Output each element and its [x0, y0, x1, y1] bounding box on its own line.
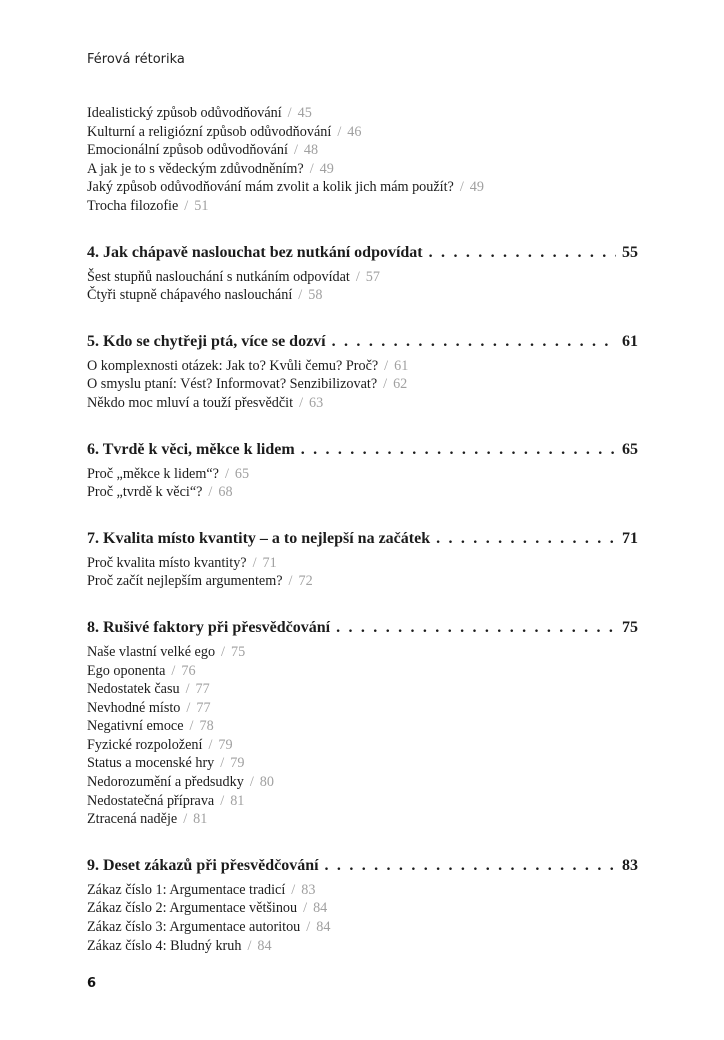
chapter-page: 83 — [622, 856, 638, 874]
toc-entry-title: Šest stupňů naslouchání s nutkáním odpovídat — [87, 268, 350, 285]
toc-entry-separator: / — [189, 718, 194, 735]
toc-entry-title: Kulturní a religiózní způsob odůvodňování — [87, 123, 332, 140]
toc-entry — [87, 465, 638, 484]
chapter-heading — [87, 618, 638, 638]
table-of-contents — [87, 104, 638, 955]
chapter-heading — [87, 332, 638, 352]
toc-entry-separator: / — [183, 811, 188, 828]
toc-entry-page: 75 — [231, 643, 246, 660]
toc-entry — [87, 937, 638, 956]
toc-entry-page: 68 — [218, 484, 233, 501]
toc-entry-separator: / — [221, 643, 225, 660]
toc-entry — [87, 394, 638, 413]
toc-entry-title: Trocha filozofie — [87, 197, 179, 214]
toc-entry-title: Proč kvalita místo kvantity? — [87, 554, 247, 571]
toc-entry — [87, 375, 638, 394]
toc-entry-separator: / — [355, 268, 360, 285]
toc-entry-page: 81 — [193, 811, 208, 828]
toc-entry-separator: / — [247, 937, 252, 954]
toc-entry-title: Zákaz číslo 4: Bludný kruh — [87, 937, 242, 954]
toc-entry-title: Proč začít nejlepším argumentem? — [87, 573, 283, 590]
toc-entry-page: 58 — [308, 287, 323, 304]
chapter-heading — [87, 529, 638, 549]
toc-entry — [87, 554, 638, 573]
chapter-page: 55 — [622, 243, 638, 261]
toc-entry — [87, 483, 638, 502]
dot-leader — [336, 618, 616, 638]
toc-entry — [87, 160, 638, 179]
toc-entry-page: 62 — [393, 376, 408, 393]
toc-entry-title: Jaký způsob odůvodňování mám zvolit a kolik jich mám použít? — [87, 179, 454, 196]
toc-entry — [87, 773, 638, 792]
toc-entry-title: Naše vlastní velké ego — [87, 643, 216, 660]
toc-entry-page: 45 — [297, 105, 312, 121]
dot-leader — [301, 440, 616, 460]
toc-entry-separator: / — [293, 142, 298, 159]
toc-entry-page: 51 — [194, 197, 209, 214]
toc-entry-separator: / — [287, 105, 292, 121]
toc-entry-page: 84 — [313, 900, 328, 917]
toc-entry-title: Nedorozumění a předsudky — [87, 774, 244, 791]
toc-entry-title: Negativní emoce — [87, 718, 184, 735]
toc-entry — [87, 881, 638, 900]
toc-entry-title: Ego oponenta — [87, 662, 166, 679]
toc-entry — [87, 572, 638, 591]
toc-entry-page: 80 — [259, 774, 274, 791]
toc-entry-page: 57 — [365, 268, 380, 285]
toc-entry-title: Zákaz číslo 1: Argumentace tradicí — [87, 881, 286, 898]
toc-entry-separator: / — [224, 465, 229, 482]
toc-entry-separator: / — [208, 736, 213, 753]
toc-entry-page: 71 — [262, 554, 277, 571]
toc-entry — [87, 810, 638, 829]
toc-entry-page: 83 — [301, 881, 316, 898]
page-number: 6 — [87, 976, 97, 991]
dot-leader — [325, 856, 616, 876]
toc-entry-title: Někdo moc mluví a touží přesvědčit — [87, 394, 294, 411]
toc-entry-page: 61 — [394, 357, 409, 374]
toc-entry-separator: / — [306, 919, 311, 936]
toc-entry — [87, 286, 638, 305]
toc-entry-page: 78 — [199, 718, 214, 735]
toc-entry-page: 63 — [309, 394, 324, 411]
toc-entry-page: 79 — [218, 736, 233, 753]
toc-entry-separator: / — [220, 755, 225, 772]
dot-leader — [332, 332, 616, 352]
toc-entry-title: Status a mocenské hry — [87, 755, 215, 772]
toc-entry-page: 65 — [234, 465, 250, 482]
toc-entry-separator: / — [299, 394, 304, 411]
chapter-page: 65 — [622, 440, 638, 458]
toc-entry-title: A jak je to s vědeckým zdůvodněním? — [87, 160, 304, 177]
chapter-title: 7. Kvalita místo kvantity – a to nejlepší na začátek — [87, 529, 431, 547]
toc-entry-title: Nedostatečná příprava — [87, 792, 215, 809]
toc-entry-title: Zákaz číslo 2: Argumentace většinou — [87, 900, 298, 917]
toc-entry-page: 77 — [196, 699, 211, 716]
toc-entry-title: Zákaz číslo 3: Argumentace autoritou — [87, 919, 301, 936]
toc-entry-separator: / — [249, 774, 254, 791]
toc-entry-separator: / — [220, 792, 225, 809]
running-header: Férová rétorika — [87, 52, 185, 67]
toc-entry-title: Idealistický způsob odůvodňování — [87, 105, 282, 121]
chapter-page: 61 — [622, 332, 638, 350]
toc-entry-separator: / — [309, 160, 314, 177]
toc-entry-separator: / — [383, 376, 388, 393]
toc-entry-page: 84 — [257, 937, 272, 954]
toc-entry-title: Čtyři stupně chápavého naslouchání — [87, 287, 293, 304]
dot-leader — [429, 243, 616, 263]
toc-entry-title: Emocionální způsob odůvodňování — [87, 142, 288, 159]
toc-entry — [87, 754, 638, 773]
toc-entry-separator: / — [252, 554, 257, 571]
chapter-heading — [87, 440, 638, 460]
toc-entry-page: 72 — [298, 573, 313, 590]
chapter-page: 71 — [622, 529, 638, 547]
toc-entry — [87, 899, 638, 918]
toc-entry-page: 77 — [195, 681, 210, 698]
toc-entry — [87, 918, 638, 937]
toc-entry — [87, 717, 638, 736]
toc-entry — [87, 268, 638, 287]
chapter-title: 4. Jak chápavě naslouchat bez nutkání odpovídat — [87, 243, 423, 261]
chapter-heading — [87, 243, 638, 263]
chapter-heading — [87, 856, 638, 876]
toc-entry-page: 48 — [303, 142, 319, 159]
toc-entry — [87, 178, 638, 197]
toc-entry-title: O smyslu ptaní: Vést? Informovat? Senzibilizovat? — [87, 376, 378, 393]
toc-entry-page: 84 — [316, 919, 331, 936]
toc-entry-title: Fyzické rozpoložení — [87, 736, 203, 753]
toc-entry-title: Nedostatek času — [87, 681, 180, 698]
toc-entry-title: Proč „měkce k lidem“? — [87, 465, 219, 482]
toc-entry-separator: / — [384, 357, 389, 374]
toc-entry — [87, 104, 638, 123]
toc-entry — [87, 736, 638, 755]
toc-entry-separator: / — [303, 900, 308, 917]
toc-entry-separator: / — [208, 484, 213, 501]
toc-entry-separator: / — [459, 179, 464, 196]
toc-entry — [87, 792, 638, 811]
chapter-title: 5. Kdo se chytřeji ptá, více se dozví — [87, 332, 326, 350]
chapter-page: 75 — [622, 618, 638, 636]
toc-entry — [87, 662, 638, 681]
toc-entry-page: 49 — [319, 160, 334, 177]
toc-entry-separator: / — [288, 573, 293, 590]
toc-entry-separator: / — [291, 881, 296, 898]
chapter-title: 9. Deset zákazů při přesvědčování — [87, 856, 319, 874]
toc-entry-title: Ztracená naděje — [87, 811, 178, 828]
toc-entry-page: 81 — [230, 792, 245, 809]
toc-entry — [87, 680, 638, 699]
chapter-title: 6. Tvrdě k věci, měkce k lidem — [87, 440, 295, 458]
toc-entry — [87, 643, 638, 662]
toc-entry-separator: / — [298, 287, 303, 304]
toc-entry-page: 49 — [469, 179, 484, 196]
toc-entry — [87, 357, 638, 376]
toc-entry-separator: / — [186, 699, 191, 716]
chapter-title: 8. Rušivé faktory při přesvědčování — [87, 618, 331, 636]
toc-entry-title: Nevhodné místo — [87, 699, 181, 716]
toc-entry — [87, 141, 638, 160]
toc-entry-title: Proč „tvrdě k věci“? — [87, 484, 203, 501]
toc-entry-separator: / — [185, 681, 190, 698]
toc-entry — [87, 123, 638, 142]
dot-leader — [436, 529, 616, 549]
toc-entry-title: O komplexnosti otázek: Jak to? Kvůli čemu? Proč? — [87, 357, 379, 374]
toc-entry-page: 79 — [230, 755, 245, 772]
toc-entry — [87, 197, 638, 216]
toc-entry-separator: / — [337, 123, 342, 140]
toc-entry-page: 76 — [181, 662, 196, 679]
toc-entry-page: 46 — [347, 123, 362, 140]
toc-entry — [87, 699, 638, 718]
toc-entry-separator: / — [184, 197, 189, 214]
toc-entry-separator: / — [171, 662, 176, 679]
